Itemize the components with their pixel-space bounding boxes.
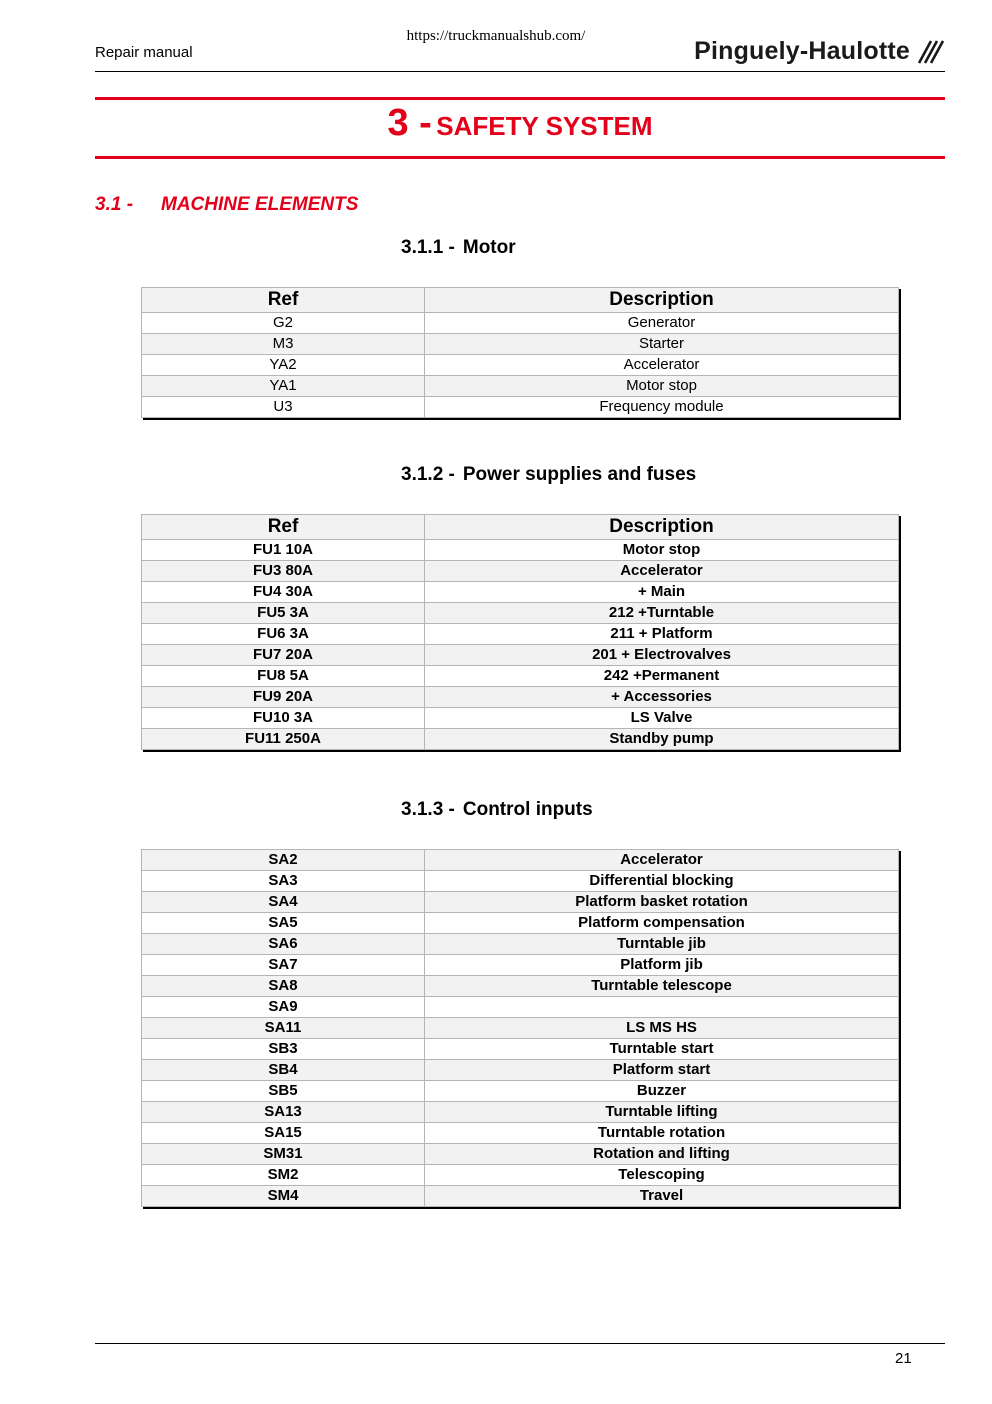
description-cell: Frequency module — [425, 397, 899, 418]
table-row — [142, 1081, 899, 1102]
ref-cell: SB5 — [142, 1081, 425, 1102]
table-header-row — [142, 288, 899, 313]
ref-cell: SB3 — [142, 1039, 425, 1060]
description-cell: 201 + Electrovalves — [425, 645, 899, 666]
ref-cell: SA15 — [142, 1123, 425, 1144]
description-cell: Generator — [425, 313, 899, 334]
ref-cell: FU6 3A — [142, 624, 425, 645]
chapter-title — [95, 102, 945, 145]
ref-cell: YA2 — [142, 355, 425, 376]
description-cell: 212 +Turntable — [425, 603, 899, 624]
table-row — [142, 1102, 899, 1123]
table-row — [142, 582, 899, 603]
description-cell: LS Valve — [425, 708, 899, 729]
table-row — [142, 540, 899, 561]
description-cell: + Main — [425, 582, 899, 603]
description-cell: Telescoping — [425, 1165, 899, 1186]
table-row — [142, 334, 899, 355]
subsection-title: Power supplies and fuses — [462, 464, 697, 485]
description-cell: Standby pump — [425, 729, 899, 750]
ref-cell: SA3 — [142, 871, 425, 892]
description-cell: Motor stop — [425, 376, 899, 397]
ref-cell: SA7 — [142, 955, 425, 976]
description-cell: Platform basket rotation — [425, 892, 899, 913]
table-row — [142, 603, 899, 624]
ref-cell: SA2 — [142, 850, 425, 871]
table-row — [142, 397, 899, 418]
ref-cell: FU1 10A — [142, 540, 425, 561]
description-cell: Accelerator — [425, 355, 899, 376]
table-row — [142, 1165, 899, 1186]
table-row — [142, 729, 899, 750]
description-cell: 242 +Permanent — [425, 666, 899, 687]
description-cell: LS MS HS — [425, 1018, 899, 1039]
ref-cell: SM31 — [142, 1144, 425, 1165]
subsection-number: 3.1.1 - — [401, 237, 455, 258]
table-row — [142, 355, 899, 376]
ref-cell: FU8 5A — [142, 666, 425, 687]
description-cell: Turntable lifting — [425, 1102, 899, 1123]
ref-cell: YA1 — [142, 376, 425, 397]
description-cell: Platform compensation — [425, 913, 899, 934]
title-rule-bottom — [95, 156, 945, 159]
description-cell: Buzzer — [425, 1081, 899, 1102]
ref-cell: SA6 — [142, 934, 425, 955]
ref-cell: SA4 — [142, 892, 425, 913]
ref-cell: FU7 20A — [142, 645, 425, 666]
ref-column-header: Ref — [142, 288, 425, 313]
brand-logo — [694, 37, 944, 66]
description-cell: Accelerator — [425, 850, 899, 871]
description-cell: Accelerator — [425, 561, 899, 582]
subsection-title: Control inputs — [462, 799, 593, 820]
ref-cell: SA8 — [142, 976, 425, 997]
table-row — [142, 645, 899, 666]
table-row — [142, 1060, 899, 1081]
description-column-header: Description — [425, 515, 899, 540]
ref-cell: FU5 3A — [142, 603, 425, 624]
table-row — [142, 955, 899, 976]
description-cell: Travel — [425, 1186, 899, 1207]
table-row — [142, 871, 899, 892]
description-cell: Turntable jib — [425, 934, 899, 955]
table-row — [142, 1144, 899, 1165]
table-row — [142, 561, 899, 582]
section-heading — [95, 194, 358, 216]
table-row — [142, 997, 899, 1018]
table-row — [142, 666, 899, 687]
ref-cell: FU4 30A — [142, 582, 425, 603]
table-row — [142, 1186, 899, 1207]
subsection-motor-heading — [401, 237, 516, 259]
ref-cell: FU3 80A — [142, 561, 425, 582]
table-row — [142, 913, 899, 934]
table-row — [142, 376, 899, 397]
ref-cell: FU10 3A — [142, 708, 425, 729]
document-title: Repair manual — [95, 44, 193, 61]
description-cell: + Accessories — [425, 687, 899, 708]
ref-cell: SA5 — [142, 913, 425, 934]
description-cell: Turntable start — [425, 1039, 899, 1060]
ref-cell: M3 — [142, 334, 425, 355]
ref-cell: G2 — [142, 313, 425, 334]
description-cell: Platform jib — [425, 955, 899, 976]
table-row — [142, 708, 899, 729]
ref-cell: FU11 250A — [142, 729, 425, 750]
ref-cell: FU9 20A — [142, 687, 425, 708]
source-url[interactable]: https://truckmanualshub.com/ — [406, 28, 586, 44]
section-text: MACHINE ELEMENTS — [161, 194, 359, 215]
title-rule-top — [95, 97, 945, 100]
description-cell: Differential blocking — [425, 871, 899, 892]
table-header-row — [142, 515, 899, 540]
table-row — [142, 687, 899, 708]
table-row — [142, 1039, 899, 1060]
description-cell: Turntable rotation — [425, 1123, 899, 1144]
page-number: 21 — [895, 1350, 912, 1367]
ref-cell: SM2 — [142, 1165, 425, 1186]
subsection-title: Motor — [462, 237, 516, 258]
table-row — [142, 1018, 899, 1039]
header-rule — [95, 71, 945, 72]
table-row — [142, 934, 899, 955]
ref-cell: U3 — [142, 397, 425, 418]
power-supplies-table — [141, 514, 899, 750]
motor-table — [141, 287, 899, 418]
table-row — [142, 850, 899, 871]
subsection-number: 3.1.3 - — [401, 799, 455, 820]
ref-cell: SA9 — [142, 997, 425, 1018]
subsection-power-heading — [401, 464, 696, 486]
control-inputs-table — [141, 849, 899, 1207]
ref-cell: SB4 — [142, 1060, 425, 1081]
section-number: 3.1 - — [95, 194, 134, 215]
description-cell: Starter — [425, 334, 899, 355]
table-row — [142, 313, 899, 334]
description-column-header: Description — [425, 288, 899, 313]
description-cell: Motor stop — [425, 540, 899, 561]
chapter-number: 3 - — [387, 102, 432, 144]
table-row — [142, 624, 899, 645]
table-row — [142, 892, 899, 913]
chapter-text: SAFETY SYSTEM — [436, 111, 653, 141]
ref-cell: SM4 — [142, 1186, 425, 1207]
footer-rule — [95, 1343, 945, 1344]
ref-column-header: Ref — [142, 515, 425, 540]
ref-cell: SA13 — [142, 1102, 425, 1123]
description-cell: Turntable telescope — [425, 976, 899, 997]
brand-stripes-icon — [916, 40, 944, 64]
description-cell — [425, 997, 899, 1018]
table-row — [142, 976, 899, 997]
table-row — [142, 1123, 899, 1144]
description-cell: 211 + Platform — [425, 624, 899, 645]
description-cell: Rotation and lifting — [425, 1144, 899, 1165]
subsection-number: 3.1.2 - — [401, 464, 455, 485]
ref-cell: SA11 — [142, 1018, 425, 1039]
subsection-control-heading — [401, 799, 593, 821]
description-cell: Platform start — [425, 1060, 899, 1081]
brand-name: Pinguely-Haulotte — [694, 37, 910, 65]
